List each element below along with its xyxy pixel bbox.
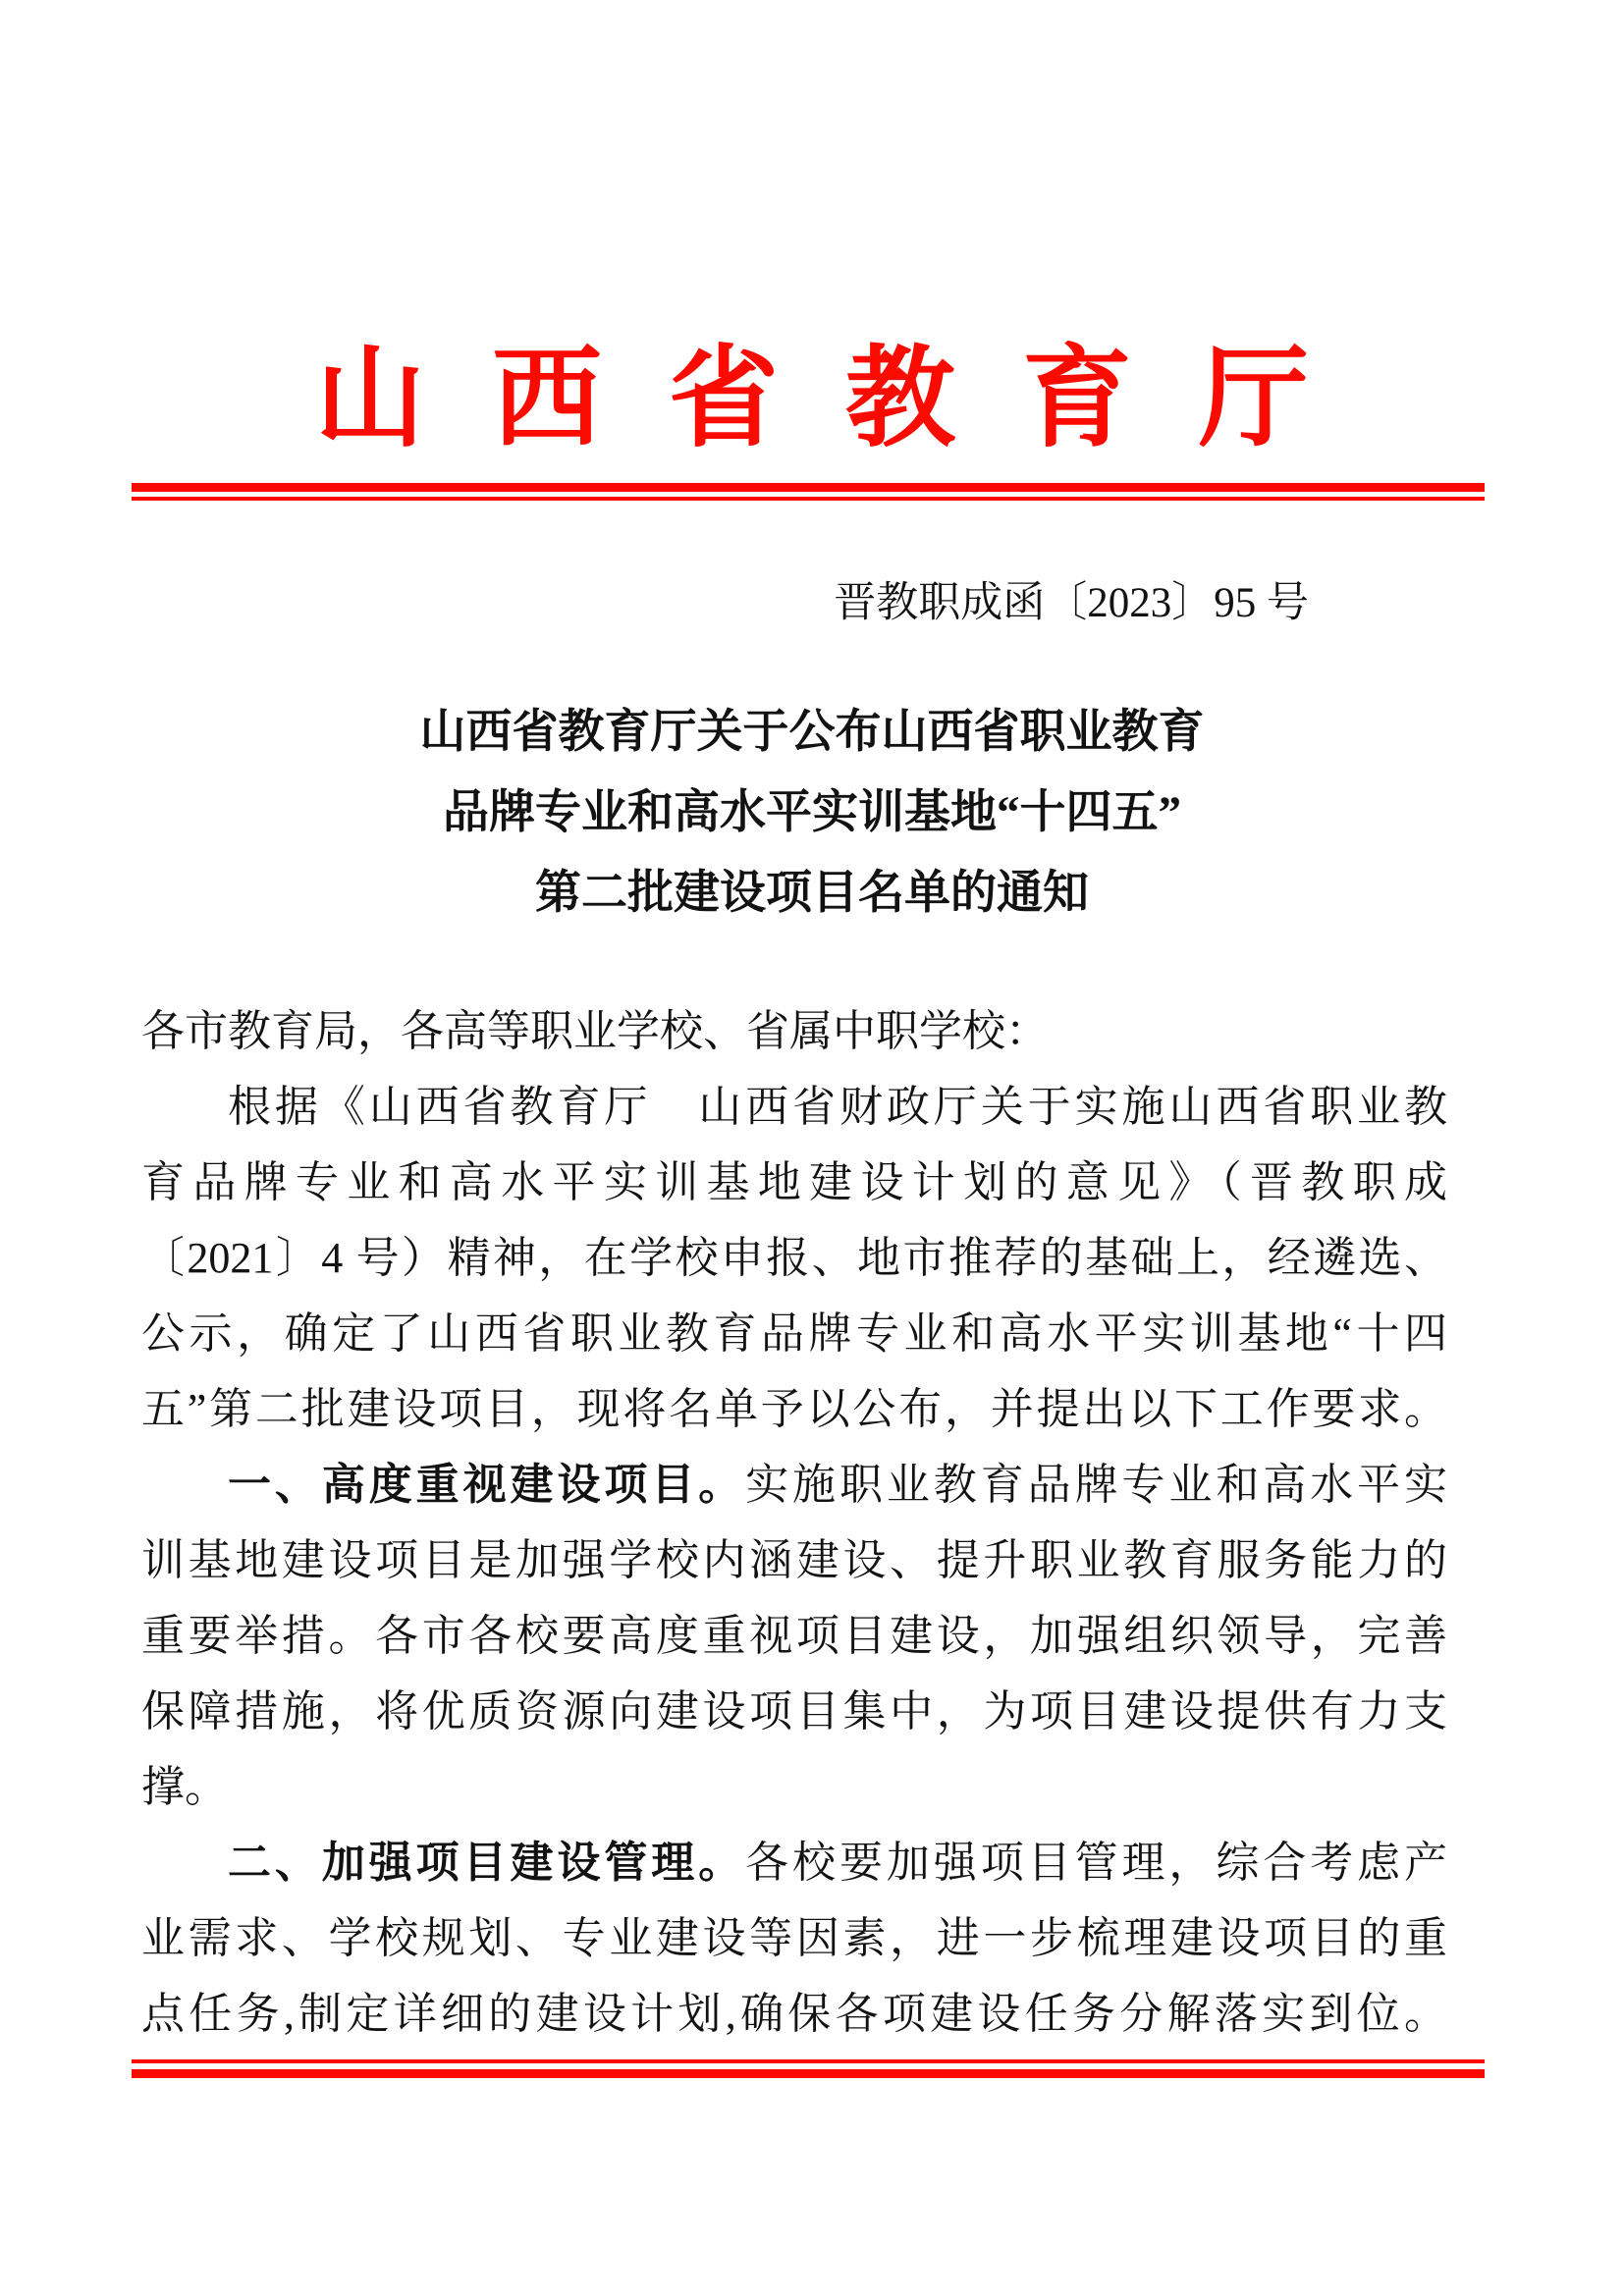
paragraph-heading: 一、高度重视建设项目。	[228, 1461, 746, 1509]
body-line: 业需求、学校规划、专业建设等因素，进一步梳理建设项目的重	[141, 1914, 1447, 1962]
body-line: 〔2021〕4 号）精神，在学校申报、地市推荐的基础上，经遴选、	[141, 1234, 1447, 1282]
body-line: 重要举措。各市各校要高度重视项目建设，加强组织领导，完善	[141, 1612, 1447, 1660]
body-line: 训基地建设项目是加强学校内涵建设、提升职业教育服务能力的	[141, 1536, 1447, 1584]
agency-masthead: 山西省教育厅	[315, 339, 1376, 460]
header-rule-thick	[132, 483, 1485, 492]
body-line: 点任务,制定详细的建设计划,确保各项建设任务分解落实到位。	[141, 1990, 1447, 2038]
document-title-line2: 品牌专业和高水平实训基地“十四五”	[443, 787, 1181, 838]
header-rule-thin	[132, 497, 1485, 501]
document-title-line3: 第二批建设项目名单的通知	[535, 868, 1089, 919]
document-body	[141, 993, 1447, 2052]
body-line: 二、加强项目建设管理。各校要加强项目管理，综合考虑产	[228, 1839, 1448, 1887]
body-line: 撑。	[141, 1763, 228, 1811]
body-line: 保障措施，将优质资源向建设项目集中，为项目建设提供有力支	[141, 1687, 1447, 1735]
footer-rule-thick	[132, 2069, 1485, 2078]
body-line: 五”第二批建设项目，现将名单予以公布，并提出以下工作要求。	[141, 1385, 1447, 1433]
body-line: 公示，确定了山西省职业教育品牌专业和高水平实训基地“十四	[141, 1309, 1447, 1358]
body-line: 一、高度重视建设项目。实施职业教育品牌专业和高水平实	[228, 1461, 1448, 1509]
paragraph-heading: 二、加强项目建设管理。	[228, 1839, 746, 1887]
body-line: 根据《山西省教育厅 山西省财政厅关于实施山西省职业教	[228, 1083, 1447, 1131]
document-title-line1: 山西省教育厅关于公布山西省职业教育	[419, 707, 1205, 758]
document-title	[0, 692, 1624, 934]
document-number: 晋教职成函〔2023〕95 号	[834, 580, 1309, 626]
footer-rule-thin	[132, 2059, 1485, 2063]
body-line: 育品牌专业和高水平实训基地建设计划的意见》（晋教职成	[141, 1158, 1447, 1206]
body-line: 各市教育局，各高等职业学校、省属中职学校：	[141, 1007, 1049, 1055]
